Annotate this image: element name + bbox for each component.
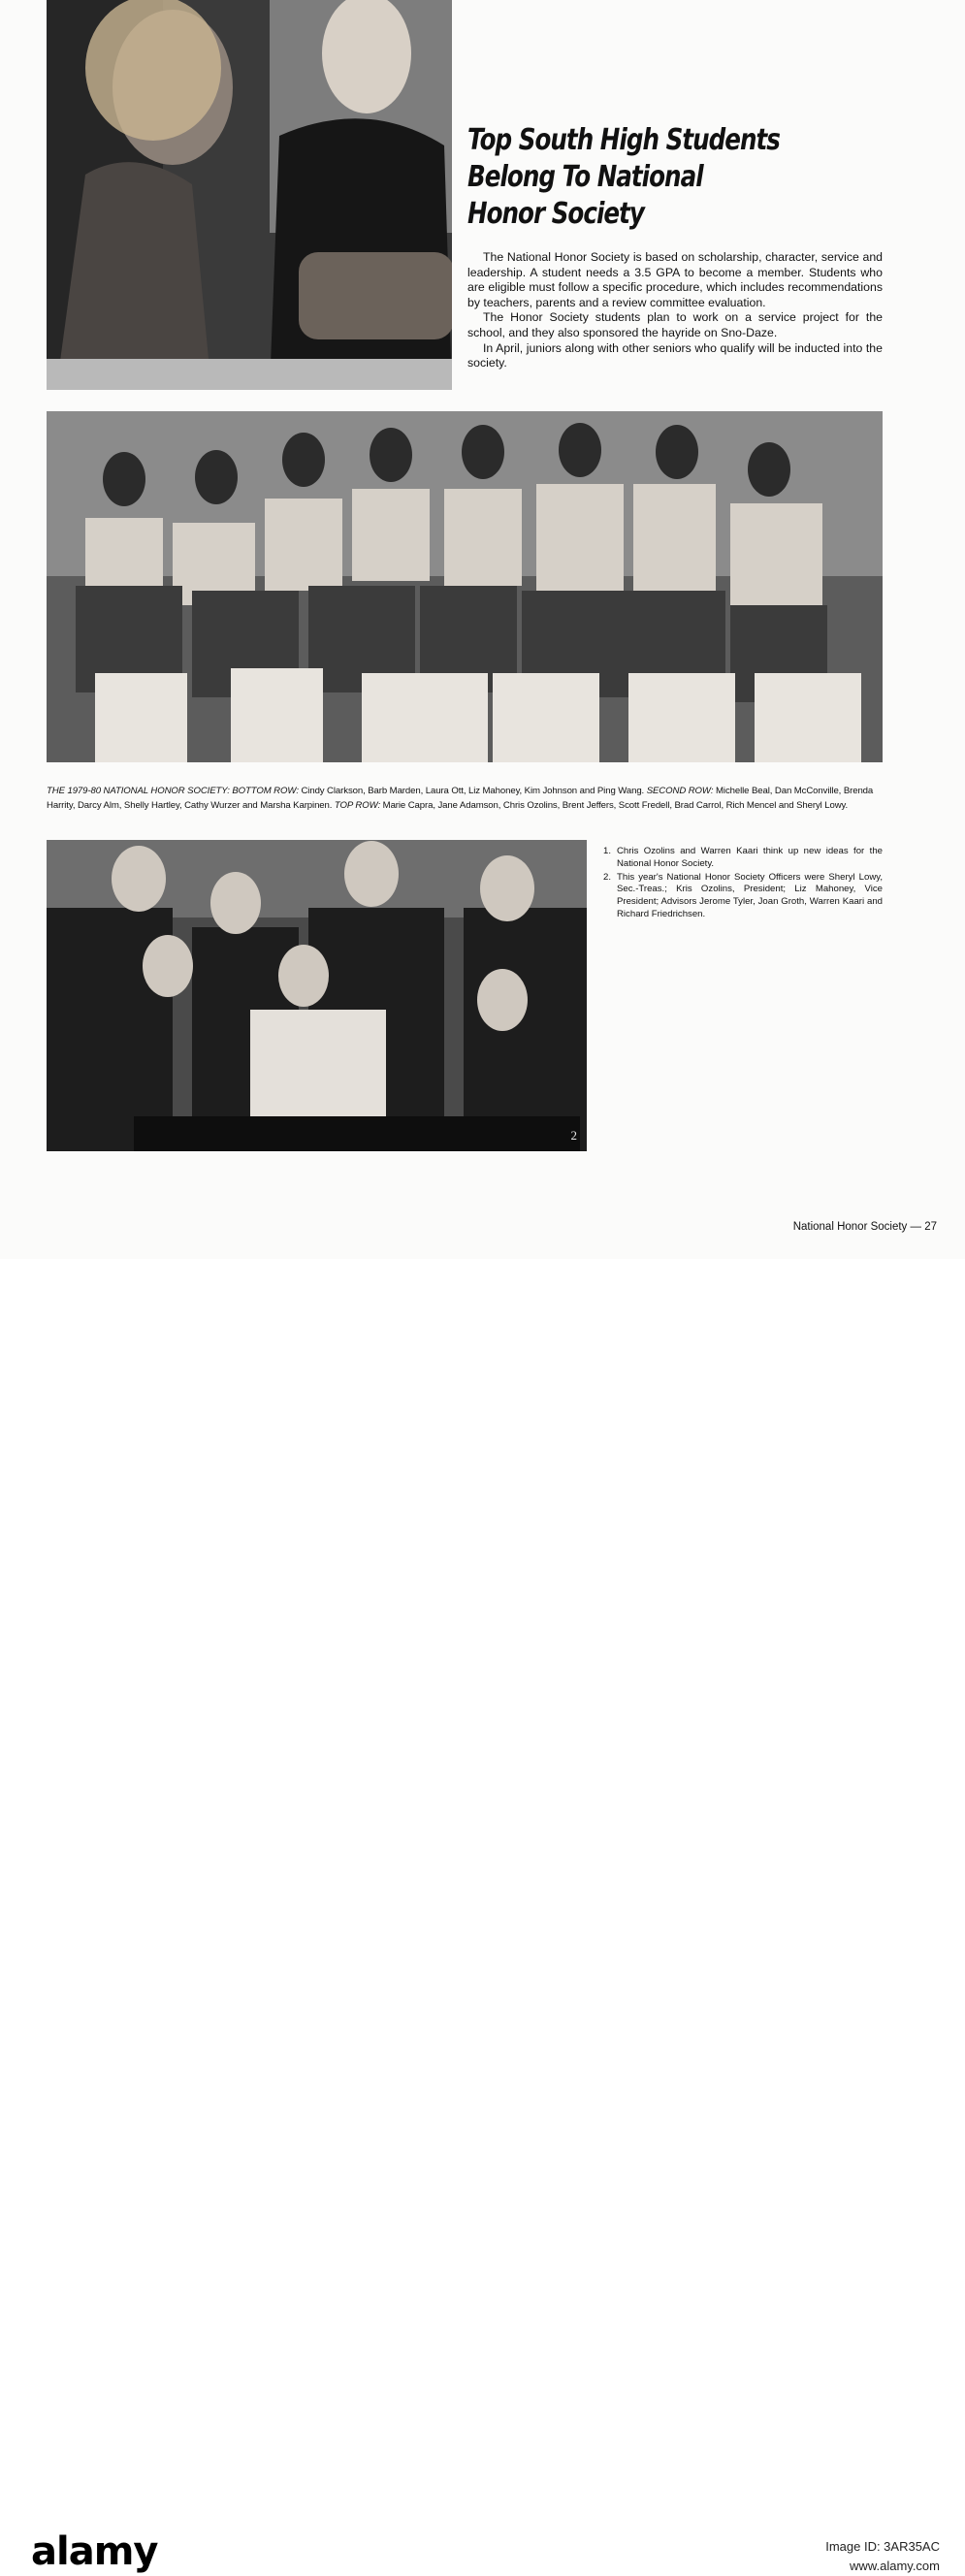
- yearbook-page: [0, 0, 965, 1259]
- caption-text: This year's National Honor Society Officers were Sheryl Lowy, Sec.-Treas.; Kris Ozolins, President; Liz Mahoney, Vice President; Advisors Jerome Tyler, Joan Groth, Warren Kaari and Richard Friedrichsen.: [617, 871, 883, 919]
- watermark-meta: [825, 2537, 940, 2576]
- article-paragraph: The Honor Society students plan to work on a service project for the school, and they also sponsored the hayride on Sno-Daze.: [467, 310, 883, 339]
- caption-second-label: SECOND ROW:: [646, 786, 714, 796]
- photo-officers-and-advisors: [47, 840, 587, 1151]
- caption-bottom-row: Cindy Clarkson, Barb Marden, Laura Ott, Liz Mahoney, Kim Johnson and Ping Wang.: [301, 786, 645, 796]
- photo-number: 2: [570, 1128, 577, 1143]
- photo-student-and-advisor: [47, 0, 452, 390]
- headline-line: Belong To National: [467, 160, 703, 194]
- photo-1-image: [47, 0, 452, 390]
- photo-2-image: [47, 840, 587, 1151]
- caption-title: THE 1979-80 NATIONAL HONOR SOCIETY: BOTTOM ROW:: [47, 786, 299, 796]
- headline-line: Honor Society: [467, 197, 644, 231]
- watermark-url: www.alamy.com: [850, 2559, 940, 2573]
- caption-number: 2.: [603, 871, 612, 883]
- alamy-logo: alamy: [31, 2529, 158, 2574]
- article-body: [467, 250, 883, 371]
- photo-caption-item: [603, 846, 883, 871]
- headline-line: Top South High Students: [467, 123, 780, 157]
- group-photo-caption: [47, 785, 883, 813]
- watermark-band: [0, 1259, 965, 2574]
- photo-group-honor-society: [47, 411, 883, 762]
- image-id-label: Image ID: 3AR35AC: [825, 2539, 940, 2554]
- photo-caption-item: [603, 872, 883, 921]
- caption-number: 1.: [603, 846, 612, 856]
- article-paragraph: The National Honor Society is based on scholarship, character, service and leadership. A student needs a 3.5 GPA to become a member. Students who are eligible must follow a specific procedure, which includes recommendations by teachers, parents and a review committee evaluation.: [467, 250, 883, 309]
- page-folio: National Honor Society — 27: [792, 1221, 937, 1233]
- caption-top-row: Marie Capra, Jane Adamson, Chris Ozolins, Brent Jeffers, Scott Fredell, Brad Carrol, Rich Mencel and Sheryl Lowy.: [382, 799, 849, 811]
- caption-second-row: Michelle Beal, Dan McConville, Brenda Harrity, Darcy Alm, Shelly Hartley, Cathy Wurzer and Marsha Karpinen.: [47, 786, 874, 811]
- article-paragraph: In April, juniors along with other seniors who qualify will be inducted into the society.: [467, 340, 883, 370]
- photo-captions-list: [603, 846, 883, 922]
- caption-top-label: TOP ROW:: [334, 799, 381, 811]
- group-photo-image: [47, 411, 883, 762]
- caption-text: Chris Ozolins and Warren Kaari think up new ideas for the National Honor Society.: [617, 846, 883, 869]
- article-headline: [467, 122, 801, 233]
